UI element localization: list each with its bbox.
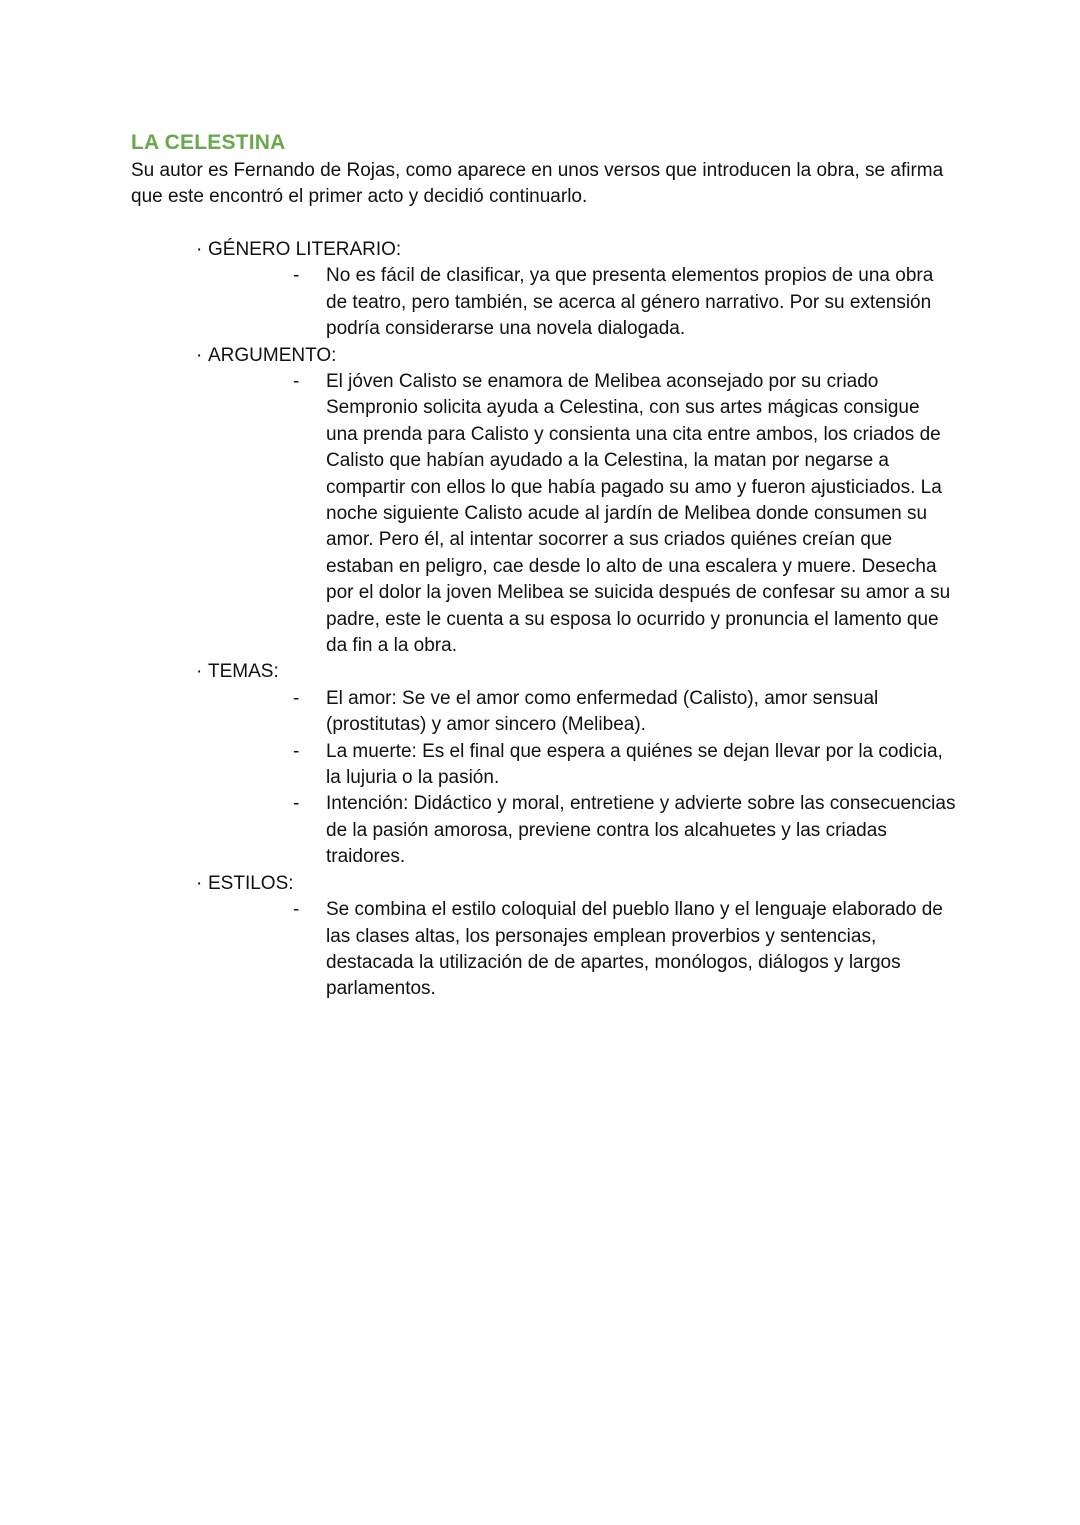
list-item-text: No es fácil de clasificar, ya que presenta elementos propios de una obra de teatro, pero también, se acerca al género narrativo. Por su extensión podría considerarse una novela dialogada. [326, 265, 934, 340]
dash-glyph: - [293, 899, 300, 921]
section-heading-label: ESTILOS: [208, 872, 294, 894]
section-heading-label: GÉNERO LITERARIO: [208, 239, 402, 260]
section-heading [196, 871, 966, 897]
list-item [196, 739, 966, 792]
section-items [196, 686, 966, 871]
list-item-text: El jóven Calisto se enamora de Melibea aconsejado por su criado Sempronio solicita ayuda a Celestina, con sus artes mágicas consigue una prenda para Calisto y consienta una cita entre ambos, los criados de Calisto que habían ayudado a la Celestina, la matan por negarse a compartir con ellos lo que había pagado su amo y fueron ajusticiados. La noche siguiente Calisto acude al jardín de Melibea donde consumen su amor. Pero él, al intentar socorrer a sus criados quiénes creían que estaban en peligro, cae desde lo alto de una escalera y muere. Desecha por el dolor la joven Melibea se suicida después de confesar su amor a su padre, este le cuenta a su esposa lo ocurrido y pronuncia el lamento que da fin a la obra. [326, 371, 951, 657]
section-heading-label: ARGUMENTO: [208, 344, 337, 366]
section-items [196, 263, 966, 342]
document-title: LA CELESTINA [131, 131, 286, 154]
list-item [196, 897, 966, 1003]
section-items [196, 897, 966, 1003]
section-heading [196, 237, 966, 263]
section-list [196, 237, 966, 1003]
section-heading [196, 659, 966, 685]
bullet-glyph: · [196, 872, 203, 894]
list-item [196, 686, 966, 739]
section-heading-label: TEMAS: [208, 661, 279, 683]
list-item-text: Intención: Didáctico y moral, entretiene y advierte sobre las consecuencias de la pasión amorosa, previene contra los alcahuetes y las criadas traidores. [326, 793, 956, 868]
list-item-text: Se combina el estilo coloquial del pueblo llano y el lenguaje elaborado de las clases altas, los personajes emplean proverbios y sentencias, destacada la utilización de de apartes, monólogos, diálogos y largos parlamentos. [326, 899, 943, 1000]
intro-paragraph: Su autor es Fernando de Rojas, como aparece en unos versos que introducen la obra, se afirma que este encontró el primer acto y decidió continuarlo. [131, 160, 944, 208]
list-item-text: La muerte: Es el final que espera a quiénes se dejan llevar por la codicia, la lujuria o la pasión. [326, 740, 943, 789]
bullet-glyph: · [196, 239, 203, 260]
bullet-glyph: · [196, 661, 203, 683]
dash-glyph: - [293, 793, 300, 815]
section-items [196, 369, 966, 659]
section-heading [196, 343, 966, 369]
dash-glyph: - [293, 740, 300, 762]
dash-glyph: - [293, 687, 300, 709]
list-item-text: El amor: Se ve el amor como enfermedad (Calisto), amor sensual (prostitutas) y amor sincero (Melibea). [326, 687, 879, 736]
list-item [196, 263, 966, 342]
dash-glyph: - [293, 371, 300, 392]
dash-glyph: - [293, 265, 300, 287]
list-item [196, 369, 966, 659]
bullet-glyph: · [196, 344, 203, 366]
list-item [196, 791, 966, 870]
